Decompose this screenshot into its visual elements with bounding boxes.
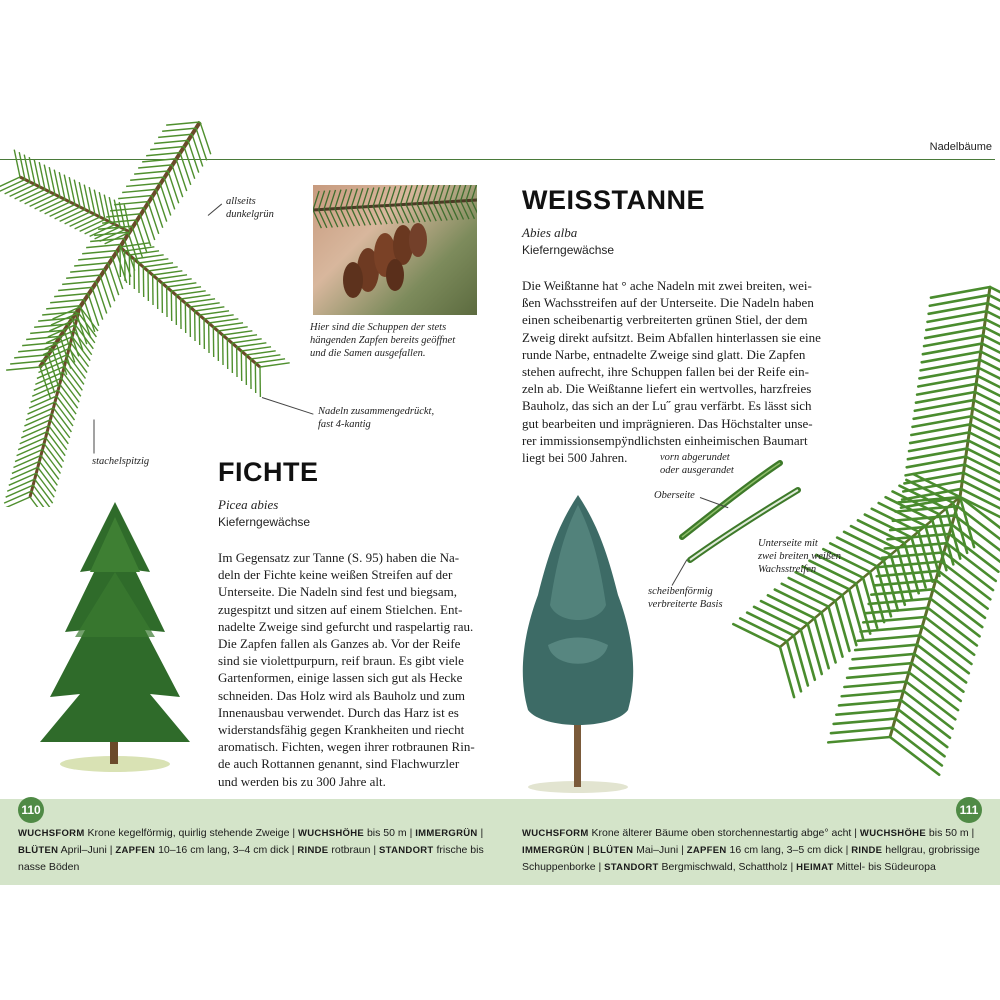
needle [199, 311, 229, 315]
needle [340, 189, 346, 208]
fact-value: rotbraun [331, 844, 371, 856]
caption-line: Hier sind die Schuppen der stets [310, 322, 447, 333]
fact-value: Mai–Juni [636, 844, 679, 856]
needle [144, 208, 155, 240]
needle [134, 255, 164, 259]
needle [855, 645, 917, 650]
needle [18, 349, 52, 352]
needle [154, 140, 188, 143]
caption-vorn [660, 451, 734, 477]
needle [313, 191, 319, 210]
needle [146, 153, 180, 156]
text-line: sind sie violettpurpurn, reif braun. Es gibt viele [218, 653, 464, 669]
needle [139, 259, 169, 263]
needle [906, 682, 955, 720]
needle [251, 355, 281, 359]
needle [329, 190, 335, 209]
needle [914, 654, 963, 692]
needle [949, 534, 998, 572]
caption-line: Wachsstreifen [758, 564, 817, 575]
caption-oberseite [654, 489, 695, 502]
needle [100, 275, 111, 307]
facts-line [18, 859, 488, 876]
needle [357, 188, 363, 207]
footer-facts-bar [0, 799, 1000, 885]
needle [922, 626, 971, 664]
needle [86, 245, 120, 248]
needle [260, 363, 290, 367]
needle [466, 185, 472, 201]
fact-value: April–Juni [60, 844, 107, 856]
needle [162, 128, 196, 131]
needle [134, 171, 168, 174]
text-line: aromatisch. Fichten, wegen ihrer rotbraunen Rin- [218, 739, 475, 755]
text-line: de auch Rottannen genannt, sind Flachwurzler [218, 756, 460, 772]
needle [890, 737, 939, 775]
needle [122, 189, 156, 192]
fact-label: RINDE [851, 845, 883, 856]
page-number-right: 111 [956, 797, 982, 823]
needle [138, 165, 172, 168]
needle [828, 737, 890, 742]
needle [417, 185, 423, 204]
fact-value: Schuppenborke [522, 861, 596, 873]
fact-value: nasse Böden [18, 861, 80, 873]
needle [324, 190, 330, 209]
needle [335, 190, 341, 209]
needle [70, 269, 104, 272]
fact-label: BLÜTEN [18, 845, 59, 856]
caption-line: verbreiterte Basis [648, 599, 723, 610]
needle [143, 263, 173, 267]
text-line: stehen aufrecht, ihre Schuppen fallen bei der Reife ein- [522, 364, 809, 380]
caption-line: Nadeln zusammengedrückt, [318, 406, 435, 417]
needle [192, 134, 203, 166]
caption-allseits [226, 195, 274, 221]
needle [176, 159, 187, 191]
spruce-tree-illustration [30, 502, 200, 782]
facts-fichte [18, 825, 488, 876]
needle [368, 188, 374, 207]
text-line: deln der Fichte keine weißen Streifen auf der [218, 567, 453, 583]
needle [204, 315, 234, 319]
needle [903, 691, 952, 729]
needle [130, 177, 164, 180]
needle [209, 319, 239, 323]
fact-value: Krone älterer Bäume oben storchennestartig abge° acht [591, 827, 852, 839]
text-line: Im Gegensatz zur Tanne (S. 95) haben die Na- [218, 550, 460, 565]
needle [941, 562, 990, 600]
needle [839, 700, 901, 705]
needle [847, 672, 909, 677]
caption-nadeln [318, 405, 434, 431]
needle [10, 361, 44, 364]
needle [901, 700, 950, 738]
leader-line [94, 420, 95, 454]
needle [428, 185, 434, 203]
fact-label: RINDE [297, 845, 329, 856]
needle [181, 295, 211, 299]
needle [237, 343, 267, 347]
needle [58, 287, 92, 290]
fact-label: ZAPFEN [686, 845, 727, 856]
fact-label: ZAPFEN [115, 845, 156, 856]
text-line: Zweig direkt aufsitzt. Beim Abfallen hinterlassen sie eine [522, 329, 821, 345]
fact-label: WUCHSFORM [18, 828, 85, 839]
needle [223, 331, 253, 335]
needle [142, 159, 176, 162]
fact-label: WUCHSFORM [522, 828, 589, 839]
book-spread [0, 117, 1000, 885]
fact-value: Krone kegelförmig, quirlig stehende Zweige [87, 827, 290, 839]
latin-name-fichte: Picea abies [218, 497, 279, 512]
text-line: liegt bei 500 Jahren. [522, 450, 628, 466]
needle [112, 257, 123, 289]
facts-line: BLÜTEN April–Juni | ZAPFEN 10–16 cm lang, 3–4 cm dick | RINDE rotbraun | STANDORT frische bis [18, 844, 484, 856]
needle [439, 185, 445, 202]
text-line: zugespitzt und sitzen auf einem Stielchen. Ent- [218, 601, 463, 617]
caption-line: vorn abgerundet [660, 452, 730, 463]
spruce-branch-illustration [0, 117, 290, 507]
body-text-fichte [218, 549, 490, 790]
caption-line: scheibenförmig [648, 586, 713, 597]
species-title-weisstanne: WEISSTANNE [522, 185, 706, 215]
needle [346, 189, 352, 208]
caption-line: Oberseite [654, 490, 695, 501]
section-title: Nadelbäume [929, 141, 992, 153]
needle [126, 183, 160, 186]
needle [406, 185, 412, 204]
needle [912, 663, 961, 701]
needle [22, 343, 56, 346]
fact-label: WUCHSHÖHE [298, 828, 365, 839]
fact-value: Bergmischwald, Schattholz [661, 861, 788, 873]
needle [167, 283, 197, 287]
needle [836, 709, 898, 714]
text-line: Bauholz, das sich an der Lu˝ grau verfärbt. Es lässt sich [522, 398, 812, 414]
needle [909, 672, 958, 710]
fact-label: STANDORT [379, 845, 434, 856]
needle [168, 171, 179, 203]
needle [450, 185, 456, 202]
needle [14, 355, 48, 358]
needle [195, 307, 225, 311]
caption-line: dunkelgrün [226, 209, 274, 220]
page-number-left: 110 [18, 797, 44, 823]
fact-label: BLÜTEN [592, 845, 634, 856]
needle [455, 185, 461, 201]
needle [140, 214, 151, 246]
needle [318, 191, 324, 210]
text-line: widerstandsfähig gegen Krankheiten und riecht [218, 722, 465, 738]
text-line: schneiden. Das Holz wird als Bauholz und zum [218, 687, 465, 703]
caption-line: und die Samen ausgefallen. [310, 348, 426, 359]
text-line: Unterseite. Die Nadeln sind fest und biegsam, [218, 584, 457, 600]
page-right [500, 117, 1000, 885]
needle [96, 281, 107, 313]
needle [373, 187, 379, 206]
text-line: Gartenformen, einige lassen sich gut als Hecke [218, 670, 463, 686]
family-fichte: Kieferngewächse [218, 515, 311, 529]
fact-label: WUCHSHÖHE [859, 828, 926, 839]
needle [863, 617, 925, 622]
needle [850, 663, 912, 668]
facts-line: WUCHSFORM Krone kegelförmig, quirlig stehende Zweige | WUCHSHÖHE bis 50 m | IMMERGRÜN | [18, 827, 484, 839]
needle [444, 185, 450, 202]
text-line: und werden bis zu 300 Jahre alt. [218, 773, 386, 789]
needle [176, 291, 206, 295]
caption-line: stachelspitzig [92, 456, 150, 467]
text-line: gut bearbeiten und imprägnieren. Das Höchstalter unse- [522, 415, 813, 431]
needle [152, 196, 163, 228]
needle [164, 177, 175, 209]
needle [66, 275, 100, 278]
needle [895, 719, 944, 757]
needle [384, 187, 390, 206]
latin-name-weisstanne: Abies alba [522, 225, 578, 240]
needle [162, 279, 192, 283]
needle [433, 185, 439, 203]
needle [118, 196, 152, 199]
needle [936, 580, 985, 618]
fact-value: bis 50 m [928, 827, 969, 839]
facts-line: WUCHSFORM Krone älterer Bäume oben storchennestartig abge° acht | WUCHSHÖHE bis 50 m | [522, 827, 975, 839]
needle [180, 153, 191, 185]
needle [831, 728, 893, 733]
needle [184, 147, 195, 179]
needle [232, 339, 262, 343]
needle [893, 728, 942, 766]
text-line: Die Zapfen fallen als Ganzes ab. Vor der Reife [218, 636, 461, 652]
needle [920, 635, 969, 673]
needle [157, 275, 187, 279]
needle [104, 269, 115, 301]
caption-line: zwei breiten weißen [758, 551, 842, 562]
facts-line: IMMERGRÜN | BLÜTEN Mai–Juni | ZAPFEN 16 cm lang, 3–5 cm dick | RINDE hellgrau, grobrissige [522, 844, 980, 856]
needle [4, 491, 31, 503]
spruce-cone-photo [313, 185, 477, 315]
needle [246, 351, 276, 355]
needle [172, 165, 183, 197]
needle [400, 186, 406, 205]
needle [50, 300, 84, 303]
fact-value: Mittel- bis Südeuropa [836, 861, 936, 873]
text-line: ßen Wachsstreifen auf der Unterseite. Die Nadeln haben [522, 295, 814, 311]
needle [62, 281, 96, 284]
needle [255, 359, 285, 363]
needle [218, 327, 248, 331]
needle [54, 294, 88, 297]
needle [78, 257, 112, 260]
needle [148, 202, 159, 234]
needle [153, 271, 183, 275]
caption-line: hängenden Zapfen bereits geöffnet [310, 335, 456, 346]
text-line: nadelte Zweige sind gefurcht und raspelartig rau. [218, 618, 474, 634]
facts-line: Schuppenborke | STANDORT Bergmischwald, Schattholz | HEIMAT Mittel- bis Südeuropa [522, 861, 936, 873]
fact-value: bis 50 m [366, 827, 407, 839]
needle [166, 122, 200, 125]
family-weisstanne: Kieferngewächse [522, 243, 615, 257]
fact-label: STANDORT [604, 862, 659, 873]
needle [898, 709, 947, 747]
text-line: einen scheibenartig verbreiterten grünen Stiel, der dem [522, 312, 808, 328]
needle [158, 134, 192, 137]
needle [156, 189, 167, 221]
text-line: rer immissionsempÿndlichsten einheimischen Baumart [522, 432, 808, 448]
needle [110, 208, 144, 211]
fact-label: IMMERGRÜN [415, 828, 478, 839]
needle [148, 267, 178, 271]
fact-value: 10–16 cm lang, 3–4 cm dick [158, 844, 289, 856]
facts-weisstanne [522, 825, 992, 876]
fir-tree-illustration [508, 495, 648, 795]
needle [917, 645, 966, 683]
needle [46, 306, 80, 309]
needle [200, 122, 211, 154]
needle [379, 187, 385, 206]
caption-line: oder ausgerandet [660, 465, 734, 476]
needle [461, 185, 467, 201]
needle [938, 571, 987, 609]
needle [150, 147, 184, 150]
needle [74, 263, 108, 266]
needle [928, 608, 977, 646]
needle [842, 691, 904, 696]
needle [925, 617, 974, 655]
needle [241, 347, 271, 351]
caption-line: allseits [226, 196, 256, 207]
caption-line: fast 4-kantig [318, 419, 371, 430]
needle [171, 287, 201, 291]
needle [422, 185, 428, 203]
page-left [0, 117, 500, 885]
fact-value: frische bis [436, 844, 484, 856]
needle [844, 682, 906, 687]
needle [852, 654, 914, 659]
needle [213, 323, 243, 327]
needle [351, 189, 357, 208]
caption-photo [310, 321, 490, 360]
needle [834, 719, 896, 724]
caption-basis [648, 585, 723, 611]
needle [930, 599, 979, 637]
text-line: Die Weißtanne hat ° ache Nadeln mit zwei breiten, wei- [522, 278, 812, 293]
needle [188, 140, 199, 172]
needle [185, 299, 215, 303]
text-line: Innenausbau verwendet. Durch das Harz ist es [218, 704, 459, 720]
needle [411, 185, 417, 204]
needle [108, 263, 119, 295]
needle [362, 188, 368, 207]
needle [42, 312, 76, 315]
needle [106, 214, 140, 217]
needle [190, 303, 220, 307]
needle [227, 335, 257, 339]
fact-value: 16 cm lang, 3–5 cm dick [729, 844, 843, 856]
text-line: runde Narbe, entnadelte Zweige sind glatt. Die Zapfen [522, 346, 806, 362]
fact-label: HEIMAT [796, 862, 834, 873]
needle [92, 287, 103, 319]
fact-value: hellgrau, grobrissige [885, 844, 980, 856]
species-title-fichte: FICHTE [218, 457, 319, 487]
needle [6, 367, 40, 370]
needle [858, 635, 920, 640]
caption-unterseite [758, 537, 841, 576]
needle [933, 589, 982, 627]
text-line: zeln ab. Die Weißtanne liefert ein wertvolles, harzfreies [522, 381, 812, 397]
needle [160, 183, 171, 215]
fact-label: IMMERGRÜN [522, 845, 585, 856]
needle [395, 186, 401, 205]
needle [390, 186, 396, 205]
caption-line: Unterseite mit [758, 538, 818, 549]
needle [472, 185, 477, 200]
needle [196, 128, 207, 160]
caption-stachel [92, 455, 149, 468]
needle [82, 251, 116, 254]
